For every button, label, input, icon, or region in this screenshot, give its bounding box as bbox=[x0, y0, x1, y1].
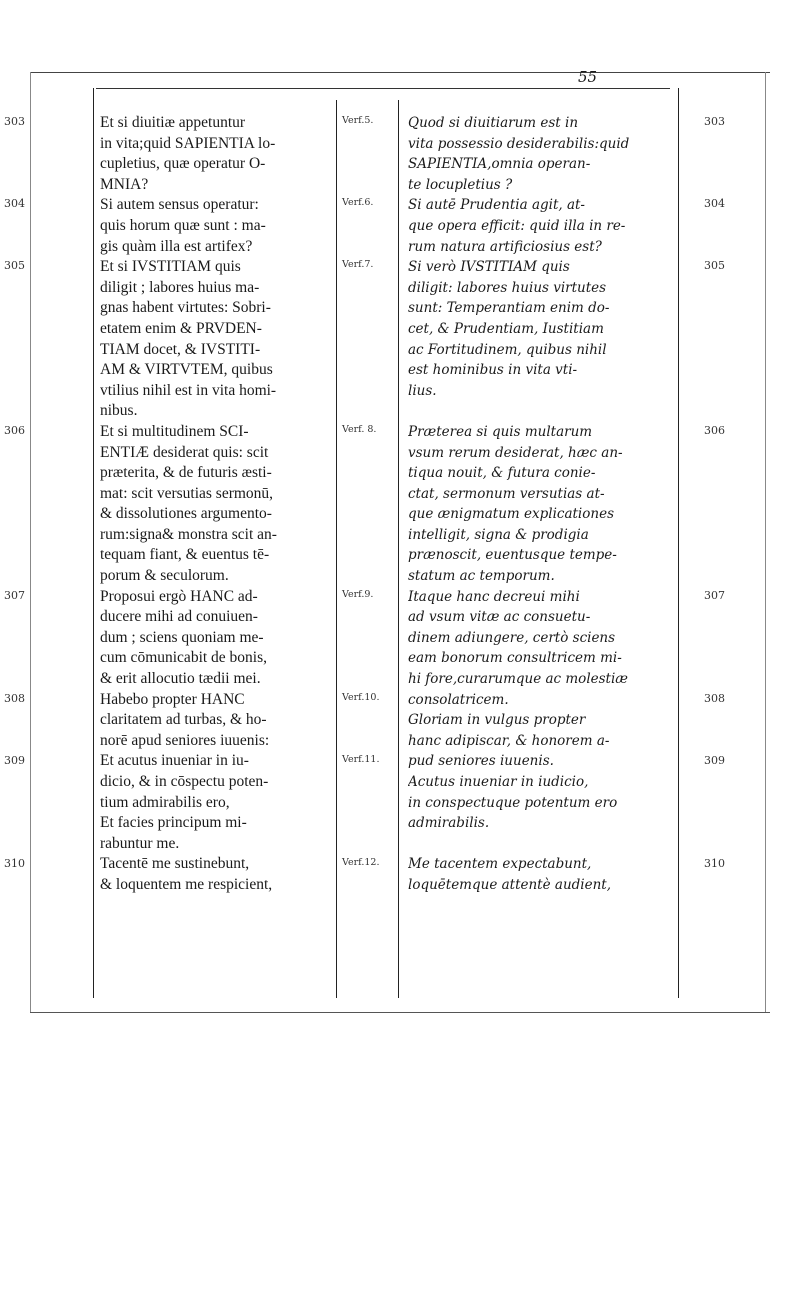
text-line: mat: scit versutias sermonū, bbox=[100, 484, 274, 502]
text-line: Quod si diuitiarum est in bbox=[408, 115, 579, 131]
text-line: & erit allocutio tædii mei. bbox=[100, 670, 261, 688]
text-line: ad vsum vitæ ac consuetu- bbox=[408, 609, 591, 626]
text-line bbox=[408, 401, 663, 422]
left-margin-number: 307 bbox=[4, 588, 25, 602]
text-line bbox=[408, 834, 663, 855]
text-line: Et si multitudinem SCI- bbox=[100, 422, 249, 440]
center-rule-right bbox=[398, 100, 399, 998]
italic-paraphrase-column bbox=[408, 113, 663, 896]
left-margin-number: 308 bbox=[4, 691, 25, 705]
text-line: Me tacentem expectabunt, bbox=[408, 856, 592, 873]
text-line: diligit: labores huius virtutes bbox=[408, 279, 607, 296]
text-line: SAPIENTIA,omnia operan- bbox=[408, 156, 591, 173]
text-line: Præterea si quis multarum bbox=[408, 423, 593, 440]
text-line: dum ; sciens quoniam me- bbox=[100, 628, 264, 646]
left-margin-rule bbox=[93, 88, 94, 998]
right-margin-number: 305 bbox=[704, 259, 725, 273]
text-line: rabuntur me. bbox=[100, 834, 180, 852]
text-line: Itaque hanc decreui mihi bbox=[408, 588, 580, 605]
text-line: in conspectuque potentum ero bbox=[408, 794, 618, 811]
text-line: Si autem sensus operatur: bbox=[100, 196, 259, 214]
text-line: Si autē Prudentia agit, at- bbox=[408, 197, 585, 214]
text-line: gis quàm illa est artifex? bbox=[100, 237, 253, 255]
text-line: Proposui ergò HANC ad- bbox=[100, 587, 258, 605]
right-margin-number: 304 bbox=[704, 197, 725, 211]
header-rule bbox=[96, 88, 670, 89]
text-line: ctat, sermonum versutias at- bbox=[408, 485, 605, 502]
text-line: vita possessio desiderabilis:quid bbox=[408, 135, 630, 152]
text-line: consolatricem. bbox=[408, 691, 509, 708]
right-margin-number: 306 bbox=[704, 424, 725, 437]
text-line: que ænigmatum explicationes bbox=[408, 506, 614, 523]
text-line: lius. bbox=[408, 382, 437, 399]
text-line: gnas habent virtutes: Sobri- bbox=[100, 299, 271, 317]
left-margin-number: 309 bbox=[4, 753, 25, 767]
top-rule bbox=[30, 72, 770, 73]
text-line: cum cōmunicabit de bonis, bbox=[100, 649, 268, 667]
verse-label: Verf.11. bbox=[342, 753, 380, 765]
text-line: pud seniores iuuenis. bbox=[408, 753, 554, 770]
text-line: & dissolutiones argumento- bbox=[100, 505, 272, 523]
text-line: sunt: Temperantiam enim do- bbox=[408, 300, 610, 317]
latin-text-column bbox=[100, 113, 328, 896]
text-line: præterita, & de futuris æsti- bbox=[100, 464, 272, 482]
text-line: etatem enim & PRVDEN- bbox=[100, 319, 262, 337]
text-line: Habebo propter HANC bbox=[100, 690, 245, 708]
verse-label: Verf.9. bbox=[342, 588, 374, 600]
verse-label: Verf.6. bbox=[342, 197, 374, 209]
text-line: ENTIÆ desiderat quis: scit bbox=[100, 443, 269, 461]
text-line: Si verò IVSTITIAM quis bbox=[408, 259, 570, 276]
text-line: est hominibus in vita vti- bbox=[408, 362, 578, 379]
text-line: tiqua nouit, & futura conie- bbox=[408, 465, 596, 482]
text-line: intelligit, signa & prodigia bbox=[408, 526, 589, 543]
text-line: tequam fiant, & euentus tē- bbox=[100, 546, 270, 564]
text-line: Et si diuitiæ appetuntur bbox=[100, 114, 246, 131]
text-line: MNIA? bbox=[100, 175, 149, 193]
right-margin-number: 308 bbox=[704, 691, 725, 705]
text-line: in vita;quid SAPIENTIA lo- bbox=[100, 134, 276, 152]
page-number: 55 bbox=[578, 68, 598, 86]
text-line: Gloriam in vulgus propter bbox=[408, 712, 586, 729]
right-margin-number: 307 bbox=[704, 588, 725, 602]
text-line: diligit ; labores huius ma- bbox=[100, 278, 260, 296]
text-line: vtilius nihil est in vita homi- bbox=[100, 381, 277, 399]
right-margin-number: 310 bbox=[704, 856, 725, 870]
text-line: Et facies principum mi- bbox=[100, 814, 247, 832]
text-line: Et acutus inueniar in iu- bbox=[100, 752, 249, 770]
text-line: rum natura artificiosius est? bbox=[408, 238, 602, 255]
text-line: tium admirabilis ero, bbox=[100, 793, 230, 811]
verse-label: Verf.10. bbox=[342, 691, 380, 703]
verse-label: Verf.5. bbox=[342, 115, 374, 126]
text-line: nibus. bbox=[100, 402, 138, 420]
text-line: cupletius, quæ operatur O- bbox=[100, 155, 266, 173]
text-line: ac Fortitudinem, quibus nihil bbox=[408, 341, 607, 358]
text-line: que opera efficit: quid illa in re- bbox=[408, 217, 626, 234]
text-line: Et si IVSTITIAM quis bbox=[100, 258, 241, 276]
text-line: claritatem ad turbas, & ho- bbox=[100, 711, 267, 729]
text-line: prænoscit, euentusque tempe- bbox=[408, 547, 617, 564]
text-line: AM & VIRTVTEM, quibus bbox=[100, 361, 273, 379]
text-line: statum ac temporum. bbox=[408, 568, 555, 585]
left-margin-number: 306 bbox=[4, 424, 25, 437]
center-rule-left bbox=[336, 100, 337, 998]
left-margin-number: 303 bbox=[4, 115, 25, 128]
verse-label: Verf. 8. bbox=[342, 424, 377, 435]
right-margin-rule bbox=[678, 88, 679, 998]
text-line: hanc adipiscar, & honorem a- bbox=[408, 732, 610, 749]
text-line: Tacentē me sustinebunt, bbox=[100, 855, 250, 873]
text-line: dicio, & in cōspectu poten- bbox=[100, 773, 269, 790]
right-margin-number: 309 bbox=[704, 753, 725, 767]
text-line: eam bonorum consultricem mi- bbox=[408, 650, 622, 667]
left-margin-number: 310 bbox=[4, 856, 25, 870]
right-edge-rule bbox=[765, 72, 766, 1012]
text-line: loquētemque attentè audient, bbox=[408, 876, 611, 893]
text-line: rum:signa& monstra scit an- bbox=[100, 525, 277, 543]
text-line: TIAM docet, & IVSTITI- bbox=[100, 340, 261, 358]
text-line: porum & seculorum. bbox=[100, 567, 229, 585]
bottom-rule bbox=[30, 1012, 770, 1013]
left-margin-number: 304 bbox=[4, 197, 25, 211]
text-line: hi fore,curarumque ac molestiæ bbox=[408, 671, 628, 688]
text-line: Acutus inueniar in iudicio, bbox=[408, 774, 589, 790]
text-line: norē apud seniores iuuenis: bbox=[100, 731, 270, 749]
left-margin-number: 305 bbox=[4, 259, 25, 273]
text-line: admirabilis. bbox=[408, 815, 490, 832]
text-line: cet, & Prudentiam, Iustitiam bbox=[408, 320, 604, 337]
verse-label: Verf.12. bbox=[342, 856, 380, 868]
text-line: dinem adiungere, certò sciens bbox=[408, 629, 616, 646]
text-line: ducere mihi ad conuiuen- bbox=[100, 608, 258, 626]
text-line: quis horum quæ sunt : ma- bbox=[100, 216, 266, 234]
right-margin-number: 303 bbox=[704, 115, 725, 128]
left-edge-rule bbox=[30, 72, 31, 1012]
verse-label: Verf.7. bbox=[342, 259, 374, 271]
text-line: vsum rerum desiderat, hæc an- bbox=[408, 444, 623, 461]
text-line: te locupletius ? bbox=[408, 176, 513, 193]
text-line: & loquentem me respicient, bbox=[100, 875, 273, 893]
